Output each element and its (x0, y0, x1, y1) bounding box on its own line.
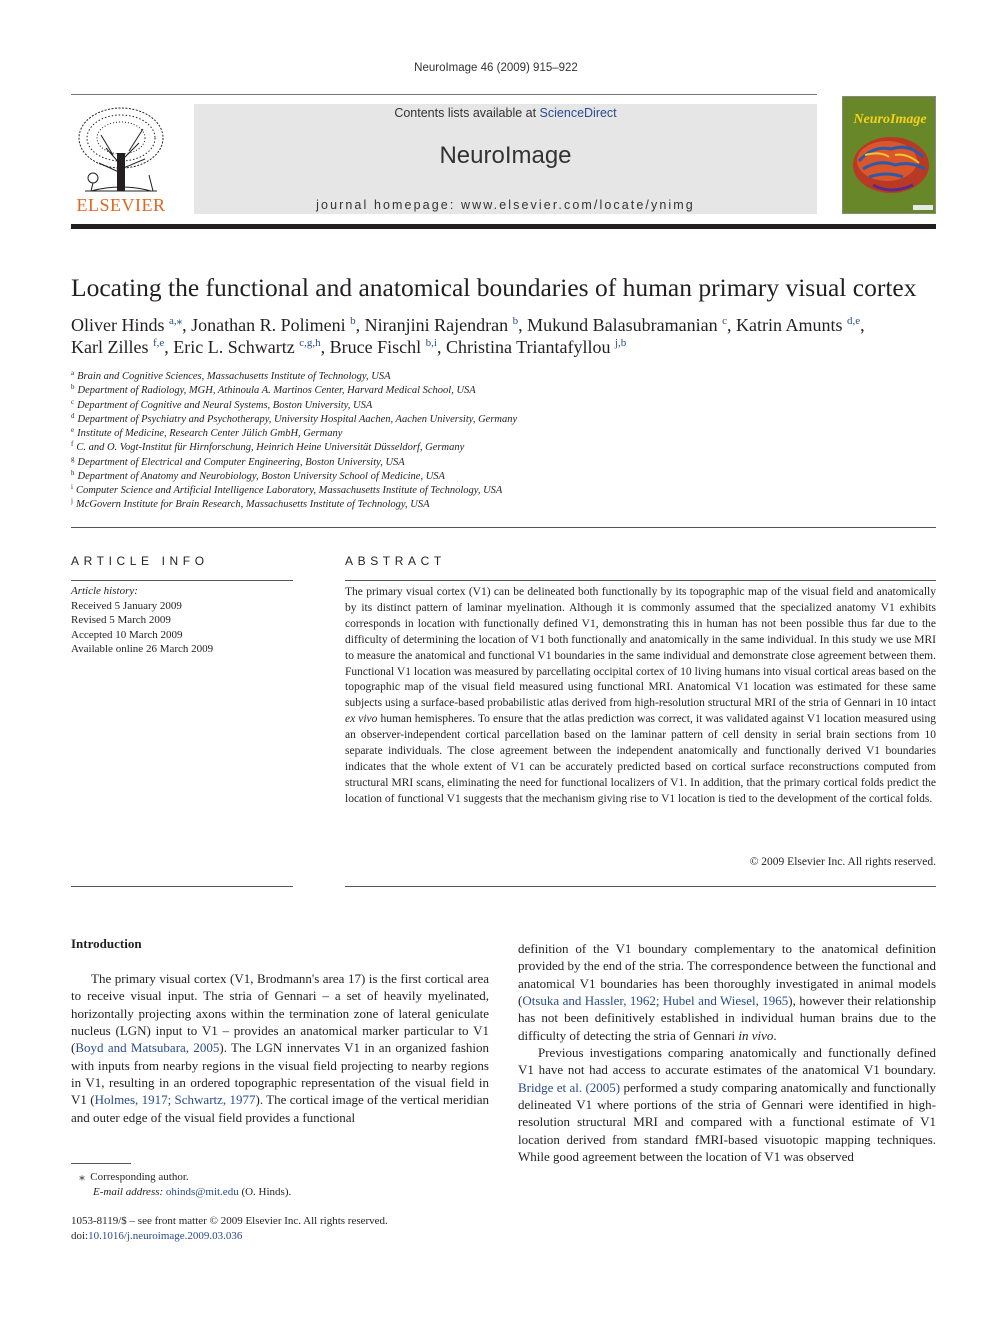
author: Mukund Balasubramanian $^c$, (527, 315, 736, 335)
paragraph: The primary visual cortex (V1, Brodmann's area 17) is the first cortical area to receive visual input. The stria of Gennari – a set of heavily myelinated, horizontally projecting axons within the termination zone of lateral geniculate nucleus (LGN) input to V1 – provides an anatomical marker particular to V1 (Boyd and Matsubara, 2005). The LGN innervates V1 in an organized fashion with inputs from nearby regions in the visual field projecting to nearby regions in V1, resulting in an ordered topographic representation of the visual field in V1 (Holmes, 1917; Schwartz, 1977). The cortical image of the vertical meridian and outer edge of the visual field provides a functional (71, 971, 490, 1125)
history-item: Available online 26 March 2009 (71, 643, 214, 655)
publisher-logo-text: ELSEVIER (76, 195, 166, 215)
author-affiliation-link[interactable]: a,⁎ (169, 315, 183, 327)
author-affiliation-link[interactable]: c,g,h (299, 337, 321, 349)
affiliation-divider (71, 527, 936, 528)
affiliation-item: $^a$ Brain and Cognitive Sciences, Massachusetts Institute of Technology, USA (71, 369, 391, 382)
author: Karl Zilles $^{f,e}$, (71, 337, 174, 357)
footnote-line: E-mail address: ohinds@mit.edu (O. Hinds). (93, 1186, 292, 1198)
abstract-heading: ABSTRACT (345, 554, 446, 568)
footnote-line: ⁎ Corresponding author. (79, 1171, 189, 1183)
article-title: Locating the functional and anatomical boundaries of human primary visual cortex (71, 273, 917, 302)
author: Niranjini Rajendran $^b$, (364, 315, 528, 335)
body-column-right (518, 940, 936, 1165)
affiliation-item: $^h$ Department of Anatomy and Neurobiology, Boston University School of Medicine, USA (71, 468, 445, 482)
author-affiliation-link[interactable]: b,i (425, 337, 437, 349)
header-rule-top (71, 94, 817, 95)
author-affiliation-link[interactable]: d,e (846, 315, 861, 327)
body-column-left (71, 970, 489, 1126)
author: Katrin Amunts $^{d,e}$, (735, 315, 865, 335)
affiliation-item: $^g$ Department of Electrical and Computer Engineering, Boston University, USA (71, 454, 405, 468)
affiliation-list (71, 370, 771, 513)
affiliation-item: $^d$ Department of Psychiatry and Psychotherapy, University Hospital Aachen, Aachen University, Germany (71, 411, 518, 425)
author-affiliation-link[interactable]: j,b (614, 337, 627, 349)
paragraph: definition of the V1 boundary complementary to the anatomical definition provided by the end of the stria. The correspondence between the functional and anatomical V1 boundaries has been thoroughly investigated in animal models (Otsuka and Hassler, 1962; Hubel and Wiesel, 1965), however their relationship has not been definitively established in individual human brains due to the difficulty of detecting the stria of Gennari in vivo. (518, 941, 936, 1043)
abstract-rule-bottom (345, 886, 936, 887)
history-item: Received 5 January 2009 (71, 599, 182, 612)
article-info-rule-top (71, 580, 293, 581)
doi-line: doi:10.1016/j.neuroimage.2009.03.036 (71, 1230, 243, 1242)
author: Eric L. Schwartz $^{c,g,h}$, (173, 337, 330, 357)
author: Oliver Hinds $^{a,⁎}$, (71, 315, 192, 335)
header-rule-bottom (71, 224, 936, 229)
affiliation-item: $^i$ Computer Science and Artificial Intelligence Laboratory, Massachusetts Institute of Technology, USA (71, 483, 503, 496)
footnote-rule (71, 1163, 131, 1164)
author: Jonathan R. Polimeni $^b$, (191, 315, 365, 335)
sciencedirect-link[interactable]: ScienceDirect (539, 106, 617, 120)
author-affiliation-link[interactable]: c (722, 315, 727, 327)
author-list (71, 314, 941, 358)
copyright-notice: © 2009 Elsevier Inc. All rights reserved. (749, 856, 936, 868)
affiliation-item: $^j$ McGovern Institute for Brain Research, Massachusetts Institute of Technology, USA (71, 497, 430, 511)
corresponding-author-footnote (71, 1170, 489, 1200)
author-affiliation-link[interactable]: f,e (152, 337, 165, 349)
contents-line (194, 106, 817, 120)
abstract-rule-top (345, 580, 936, 581)
affiliation-item: $^b$ Department of Radiology, MGH, Athinoula A. Martinos Center, Harvard Medical School, USA (71, 383, 476, 397)
footnote-mark: ⁎ (79, 1171, 85, 1183)
doi-link[interactable]: 10.1016/j.neuroimage.2009.03.036 (88, 1230, 243, 1242)
article-info-heading: ARTICLE INFO (71, 554, 209, 568)
contents-prefix: Contents lists available at (394, 106, 540, 120)
author-affiliation-link[interactable]: b (512, 315, 519, 327)
issn-line: 1053-8119/$ – see front matter © 2009 Elsevier Inc. All rights reserved. (71, 1215, 388, 1227)
abstract-body: The primary visual cortex (V1) can be delineated both functionally by its topographic map of the visual field and anatomically by its distinct pattern of laminar myelination. Although it is commonly assumed that the specialized anatomy V1 exhibits corresponds in location with functionally defined V1, demonstrating this in human has not been possible thus far due to the difficulty of determining the location of V1 both functionally and anatomically in the same individual. In this study we use MRI to measure the anatomical and functional V1 boundaries in the same individual and demonstrate close agreement between them. Functional V1 location was measured by parcellating occipital cortex of 10 living humans into visual cortical areas based on the topographic map of the visual field measured using functional MRI. Anatomical V1 location was estimated for these same subjects using a surface-based probabilistic atlas derived from high-resolution structural MRI of the stria of Gennari in 10 intact ex vivo human hemispheres. To ensure that the atlas prediction was correct, it was validated against V1 location measured using an observer-independent cortical parcellation based on the laminar pattern of cell density in serial brain sections from 10 separate individuals. The close agreement between the independent anatomically and functionally derived V1 boundaries indicates that the whole extent of V1 can be accurately predicted based on cortical surface reconstructions computed from structural MRI scans, eliminating the need for functional localizers of V1. In addition, that the primary cortical folds predict the location of functional V1 suggests that the mechanism giving rise to V1 location is tied to the development of the cortical folds. (345, 586, 936, 805)
history-item: Revised 5 March 2009 (71, 614, 171, 626)
author-affiliation-link[interactable]: b (350, 315, 356, 327)
citation-link[interactable]: Bridge et al. (2005) (518, 1079, 621, 1095)
citation-link[interactable]: Holmes, 1917; Schwartz, 1977 (94, 1092, 256, 1108)
citation-link[interactable]: Otsuka and Hassler, 1962; Hubel and Wiesel, 1965 (522, 993, 789, 1009)
affiliation-item: $^e$ Institute of Medicine, Research Center Jülich GmbH, Germany (71, 426, 343, 439)
author: Christina Triantafyllou $^{j,b}$ (445, 337, 627, 357)
journal-name: NeuroImage (439, 142, 572, 169)
front-matter (71, 1214, 489, 1244)
author: Bruce Fischl $^{b,i}$, (329, 337, 446, 357)
journal-homepage[interactable]: journal homepage: www.elsevier.com/locate/ynimg (316, 198, 695, 212)
cover-title: NeuroImage (853, 112, 927, 127)
journal-cover-image (842, 96, 936, 214)
paragraph: Previous investigations comparing anatomically and functionally defined V1 have not had access to accurate estimates of the anatomical V1 boundary. Bridge et al. (2005) performed a study comparing anatomically and functionally delineated V1 where portions of the stria of Gennari were identified in high-resolution structural MRI and compared with a functional estimate of V1 location derived from standard fMRI-based visuotopic mapping techniques. While good agreement between the location of V1 was observed (518, 1045, 936, 1165)
introduction-heading: Introduction (71, 936, 142, 951)
affiliation-item: $^f$ C. and O. Vogt-Institut für Hirnforschung, Heinrich Heine Universität Düsseldorf, Germany (71, 440, 465, 454)
affiliation-item: $^c$ Department of Cognitive and Neural Systems, Boston University, USA (71, 397, 373, 411)
email-link[interactable]: ohinds@mit.edu (165, 1186, 239, 1198)
article-info-rule-bottom (71, 886, 293, 887)
history-label: Article history: (71, 585, 138, 597)
article-history (71, 584, 213, 657)
history-item: Accepted 10 March 2009 (71, 628, 183, 641)
journal-reference: NeuroImage 46 (2009) 915–922 (414, 62, 578, 74)
citation-link[interactable]: Boyd and Matsubara, 2005 (75, 1040, 220, 1056)
